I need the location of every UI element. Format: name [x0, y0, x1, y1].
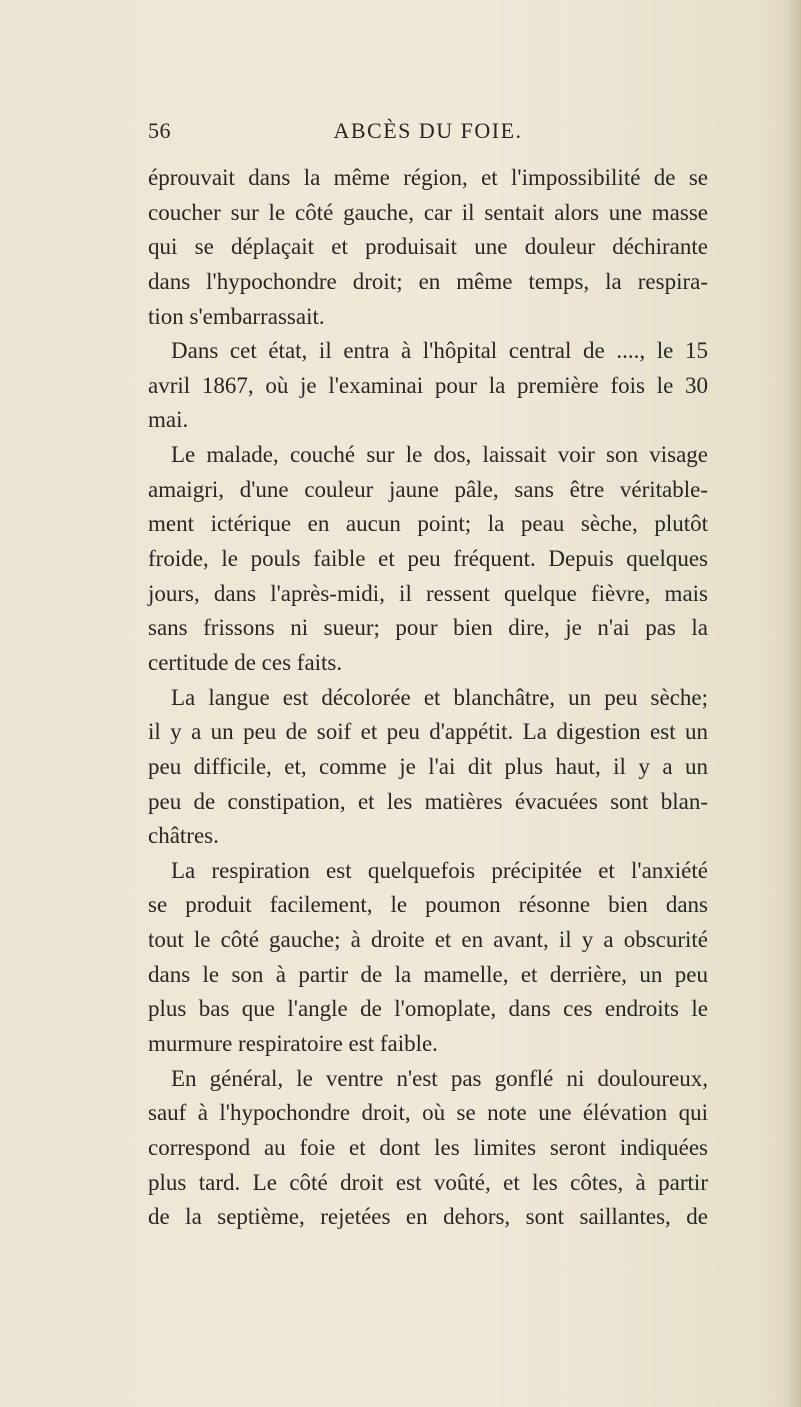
text-line: En général, le ventre n'est pas gonflé ni douloureux, [171, 1065, 708, 1091]
text-line: dans l'hypochondre droit; en même temps, la respira- [148, 268, 708, 294]
text-line: se produit facilement, le poumon résonne bien dans [148, 892, 708, 918]
text-line: correspond au foie et dont les limites seront indiquées [148, 1134, 708, 1160]
page-edge-shadow [787, 0, 801, 1407]
text-line: qui se déplaçait et produisait une douleur déchirante [148, 234, 708, 260]
text-line: ment ictérique en aucun point; la peau sèche, plutôt [148, 511, 708, 537]
text-line: La respiration est quelquefois précipitée et l'anxiété [171, 857, 708, 883]
text-line: La langue est décolorée et blanchâtre, un peu sèche; [171, 684, 708, 710]
text-line: sauf à l'hypochondre droit, où se note une élévation qui [148, 1100, 708, 1126]
text-line: de la septième, rejetées en dehors, sont saillantes, de [148, 1204, 708, 1230]
text-line: tion s'embarrassait. [148, 303, 325, 329]
text-line: jours, dans l'après-midi, il ressent quelque fièvre, mais [148, 580, 708, 606]
text-line: éprouvait dans la même région, et l'impossibilité de se [148, 165, 708, 190]
text-line: sans frissons ni sueur; pour bien dire, je n'ai pas la [148, 615, 708, 641]
text-line: avril 1867, où je l'examinai pour la première fois le 30 [148, 372, 708, 398]
text-line: coucher sur le côté gauche, car il sentait alors une masse [148, 199, 708, 225]
text-line: froide, le pouls faible et peu fréquent. Depuis quelques [148, 546, 708, 572]
text-line: mai. [148, 407, 189, 433]
text-line: tout le côté gauche; à droite et en avant, il y a obscurité [148, 927, 708, 953]
text-line: peu difficile, et, comme je l'ai dit plus haut, il y a un [148, 753, 708, 779]
page-header [148, 118, 708, 150]
text-line: Dans cet état, il entra à l'hôpital central de ...., le 15 [171, 338, 708, 364]
text-line: Le malade, couché sur le dos, laissait voir son visage [171, 442, 708, 468]
running-title: ABCÈS DU FOIE. [333, 118, 523, 143]
text-line: châtres. [148, 823, 219, 849]
text-line: il y a un peu de soif et peu d'appétit. La digestion est un [148, 719, 708, 745]
text-line: dans le son à partir de la mamelle, et derrière, un peu [148, 961, 708, 987]
text-line: amaigri, d'une couleur jaune pâle, sans être véritable- [148, 476, 708, 502]
body-text [148, 161, 708, 1235]
text-line: murmure respiratoire est faible. [148, 1031, 438, 1057]
text-line: certitude de ces faits. [148, 649, 343, 675]
text-line: plus bas que l'angle de l'omoplate, dans ces endroits le [148, 996, 708, 1022]
text-line: peu de constipation, et les matières évacuées sont blan- [148, 788, 708, 814]
text-line: plus tard. Le côté droit est voûté, et les côtes, à partir [148, 1169, 708, 1195]
page-number: 56 [148, 118, 171, 143]
